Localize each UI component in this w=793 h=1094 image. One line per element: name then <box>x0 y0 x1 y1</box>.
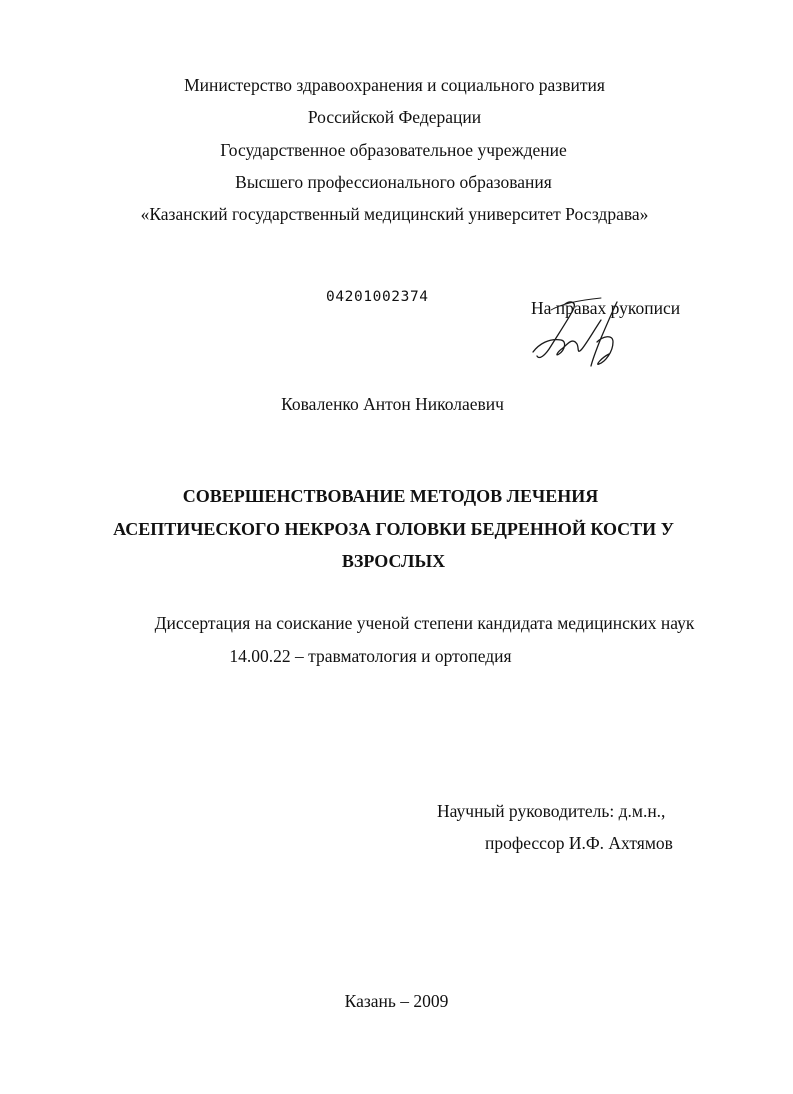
thesis-title-line-2: АСЕПТИЧЕСКОГО НЕКРОЗА ГОЛОВКИ БЕДРЕННОЙ КОСТИ У <box>113 519 674 539</box>
dissertation-specialty-line: 14.00.22 – травматология и ортопедия <box>229 646 512 666</box>
thesis-title-line-3: ВЗРОСЛЫХ <box>341 551 446 571</box>
manuscript-rights-label: На правах рукописи <box>531 298 681 318</box>
ministry-line-1: Министерство здравоохранения и социального развития <box>184 75 605 95</box>
supervisor-line-2: профессор И.Ф. Ахтямов <box>485 833 673 853</box>
place-and-year: Казань – 2009 <box>344 991 449 1011</box>
handwritten-signature <box>521 296 631 376</box>
thesis-title-line-1: СОВЕРШЕНСТВОВАНИЕ МЕТОДОВ ЛЕЧЕНИЯ <box>182 486 599 506</box>
ministry-line-2: Российской Федерации <box>307 107 482 127</box>
university-name: «Казанский государственный медицинский университет Росздрава» <box>140 204 649 224</box>
registry-code: 04201002374 <box>326 289 429 305</box>
institution-line-1: Государственное образовательное учреждение <box>220 140 567 160</box>
institution-line-2: Высшего профессионального образования <box>235 172 552 192</box>
supervisor-line-1: Научный руководитель: д.м.н., <box>437 801 666 821</box>
dissertation-degree-line: Диссертация на соискание ученой степени кандидата медицинских наук <box>154 613 695 633</box>
author-name: Коваленко Антон Николаевич <box>281 394 504 414</box>
